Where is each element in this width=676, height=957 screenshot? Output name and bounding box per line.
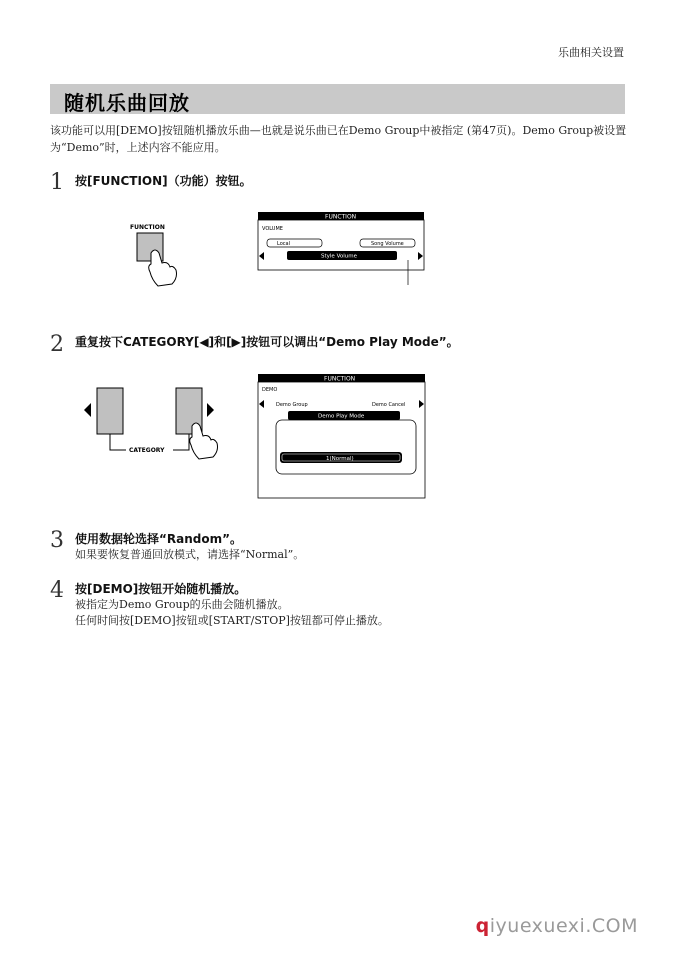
step-4-body-line-2: 任何时间按[DEMO]按钮或[START/STOP]按钮都可停止播放。 [75,614,389,627]
lcd-category: DEMO [262,387,278,393]
lcd-screen-1 [258,212,424,285]
figure-step-2 [80,368,430,500]
figure-step-1 [125,205,435,295]
lcd-selected-item: Demo Play Mode [318,413,365,420]
lcd-title: FUNCTION [324,375,356,383]
step-3-body-line-1: 如果要恢复普通回放模式，请选择“Normal”。 [75,548,305,561]
step-4-body-line-1: 被指定为Demo Group的乐曲会随机播放。 [75,598,289,611]
function-key-illustration [130,224,177,286]
category-left-key [97,388,123,434]
lcd-title: FUNCTION [325,213,357,221]
intro-paragraph: 该功能可以用[DEMO]按钮随机播放乐曲—也就是说乐曲已在Demo Group中被指定 (第47页)。Demo Group被设置为“Demo”时，上述内容不能应用。 [50,124,627,154]
lcd-screen-2 [258,374,425,498]
lcd-selected-item: Style Volume [321,253,358,260]
hand-press-icon [190,423,218,459]
category-keys-illustration [84,388,218,459]
lcd-value: 1(Normal) [326,455,354,462]
category-right-arrow-icon [207,403,214,417]
step-4-heading: 按[DEMO]按钮开始随机播放。 [75,582,247,596]
page-title: 随机乐曲回放 [64,91,190,115]
step-1-number: 1 [50,170,64,195]
lcd-left-item: Local [277,241,290,247]
lcd-category: VOLUME [262,226,283,232]
step-2-heading: 重复按下CATEGORY[◀]和[▶]按钮可以调出“Demo Play Mode”。 [75,335,459,349]
function-key-label: FUNCTION [130,224,165,231]
step-2-number: 2 [50,332,64,357]
watermark: qiyuexuexi.COM [475,915,638,937]
lcd-right-item: Song Volume [371,241,404,247]
step-4-number: 4 [50,578,64,603]
category-left-arrow-icon [84,403,91,417]
step-3-number: 3 [50,528,64,553]
lcd-right-item: Demo Cancel [372,402,406,408]
category-key-label: CATEGORY [129,447,165,454]
step-3-heading: 使用数据轮选择“Random”。 [75,532,242,546]
step-1-heading: 按[FUNCTION]（功能）按钮。 [75,174,252,188]
lcd-left-item: Demo Group [276,402,308,408]
section-label: 乐曲相关设置 [558,46,624,59]
